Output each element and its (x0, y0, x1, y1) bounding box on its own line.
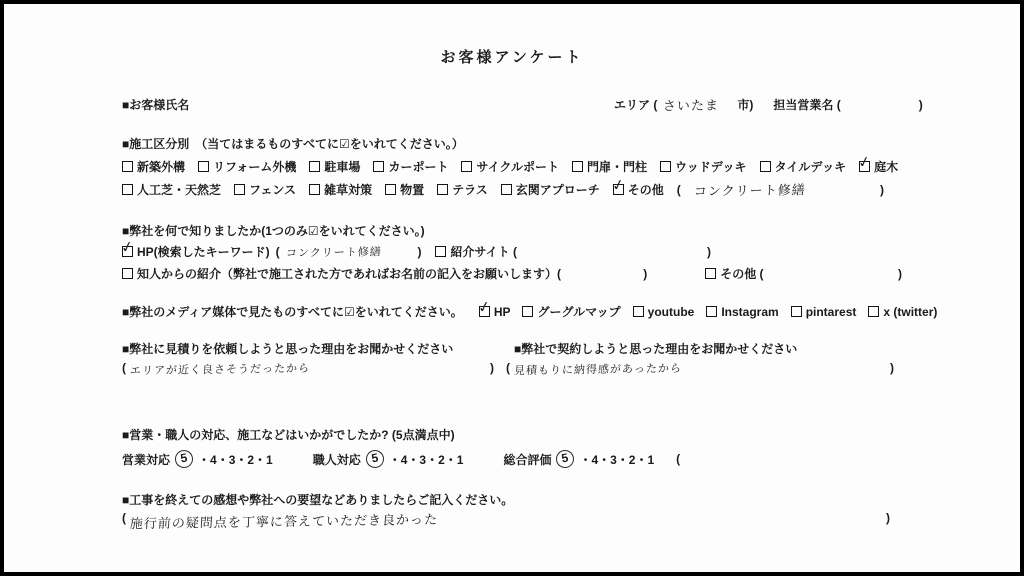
checkbox-icon (122, 184, 133, 195)
checkbox-icon (859, 161, 870, 172)
checkbox-option (660, 158, 747, 175)
other-close-paren: ) (880, 182, 884, 197)
close-paren: ) (490, 361, 494, 375)
hp-keyword-close-paren: ) (417, 244, 422, 259)
open-paren: ( (506, 361, 510, 375)
checkbox-label: 人工芝・天然芝 (137, 183, 222, 197)
checkbox-option (791, 305, 857, 319)
media-heading: ■弊社のメディア媒体で見たものすべてに☑をいれてください。 (122, 305, 463, 319)
construction-heading: ■施工区分別 （当てはまるものすべてに☑をいれてください。） (122, 137, 464, 151)
checkbox-label: Instagram (721, 304, 779, 319)
construction-row-1 (122, 158, 902, 175)
checkbox-icon (522, 306, 533, 317)
open-paren: ( (122, 511, 126, 525)
checkbox-option (122, 181, 221, 198)
rating-item (503, 450, 654, 468)
checkbox-label: フェンス (249, 183, 297, 197)
checkbox-option (435, 243, 517, 260)
checkbox-icon (385, 184, 396, 195)
customer-name-label: ■お客様氏名 (122, 98, 190, 112)
checkbox-label: 物置 (400, 183, 425, 197)
checkbox-label: その他 ( (720, 267, 764, 281)
checkbox-icon (309, 161, 320, 172)
checkbox-label: タイルデッキ (774, 160, 847, 174)
checkbox-option (633, 305, 695, 319)
checkbox-option (859, 158, 898, 175)
checkbox-option (868, 305, 937, 319)
checkbox-label: テラス (452, 183, 488, 197)
area-unit: 市) (737, 98, 754, 112)
survey-sheet (4, 4, 1020, 572)
media-row (122, 303, 938, 320)
checkbox-option (706, 305, 778, 319)
checkbox-icon (572, 161, 583, 172)
checkbox-label: グーグルマップ (537, 305, 621, 319)
checkbox-label: 知人からの紹介（弊社で施工された方であればお名前の記入をお願いします）( (137, 267, 561, 281)
feedback-handwritten: 施行前の疑問点を丁寧に答えていただき良かった (129, 511, 439, 532)
referral-site-close-paren: ) (706, 244, 711, 259)
checkbox-icon (633, 306, 644, 317)
open-paren: ( (122, 361, 126, 375)
checkbox-option (122, 243, 270, 260)
source-heading: ■弊社を何で知りましたか(1つのみ☑をいれてください。) (122, 224, 425, 238)
hp-keyword-handwritten: コンクリート修繕 (285, 245, 382, 260)
checkbox-option (309, 181, 372, 198)
checkbox-icon (501, 184, 512, 195)
checkbox-option (234, 181, 296, 198)
checkbox-label: その他 (627, 183, 664, 197)
checkbox-label: サイクルポート (476, 160, 560, 174)
ratings-heading-row (122, 426, 902, 443)
construction-row-2 (122, 180, 902, 199)
checkbox-label: 紹介サイト ( (450, 245, 517, 259)
checkbox-option (122, 158, 185, 175)
close-paren: ) (890, 361, 894, 375)
estimate-reason-answer (122, 361, 494, 377)
acquaintance-close-paren: ) (643, 266, 648, 281)
ratings-heading: ■営業・職人の対応、施工などはいかがでしたか? (5点満点中) (122, 428, 455, 442)
checkbox-icon (309, 184, 320, 195)
checkbox-icon (198, 161, 209, 172)
construction-heading-row (122, 135, 902, 152)
source-other-close-paren: ) (898, 266, 902, 281)
checkbox-icon (868, 306, 879, 317)
checkbox-label: 庭木 (874, 160, 899, 174)
ratings-trailing-paren: ( (676, 452, 681, 466)
feedback-heading: ■工事を終えての感想や弊社への要望などありましたらご記入ください。 (122, 493, 514, 507)
checkbox-icon (122, 246, 133, 257)
checkbox-option (461, 158, 559, 175)
rating-scale: ・4・3・2・1 (198, 452, 273, 467)
checkbox-icon (791, 306, 802, 317)
checkbox-option (522, 303, 620, 320)
checkbox-label: 玄関アプローチ (515, 183, 600, 197)
checkbox-option (705, 265, 763, 282)
circled-score: 5 (555, 449, 576, 470)
checkbox-icon (234, 184, 245, 195)
checkbox-label: HP (493, 304, 511, 319)
checkbox-option (501, 181, 600, 198)
rating-item (122, 450, 273, 468)
checkbox-option (437, 181, 488, 198)
hp-keyword-open-paren: ( (275, 244, 280, 259)
checkbox-icon (122, 268, 133, 279)
checkbox-option (122, 265, 561, 282)
source-row-1 (122, 243, 902, 260)
checkbox-icon (479, 306, 490, 317)
checkbox-icon (435, 246, 446, 257)
rating-name: 総合評価 (503, 452, 552, 467)
checkbox-label: 門扉・門柱 (587, 160, 648, 174)
estimate-answer-handwritten: エリアが近く良さそうだったから (129, 362, 311, 378)
checkbox-option (479, 305, 511, 319)
rating-scale: ・4・3・2・1 (388, 452, 464, 467)
checkbox-option (613, 181, 664, 198)
sales-rep-label: 担当営業名 ( (773, 98, 841, 112)
rating-scale: ・4・3・2・1 (579, 452, 655, 467)
area-value-handwritten: さいたま (662, 97, 720, 114)
checkbox-option (572, 158, 647, 175)
checkbox-icon (613, 184, 624, 195)
checkbox-option (198, 158, 296, 175)
contract-reason-answer (506, 361, 894, 377)
source-heading-row (122, 222, 902, 239)
checkbox-label: ウッドデッキ (675, 160, 747, 174)
checkbox-icon (760, 161, 771, 172)
close-paren: ) (886, 511, 890, 525)
rating-name: 営業対応 (122, 452, 171, 467)
checkbox-label: 雑草対策 (324, 183, 373, 197)
checkbox-icon (437, 184, 448, 195)
circled-score: 5 (174, 449, 195, 470)
checkbox-label: HP(検索したキーワード) (137, 245, 270, 259)
checkbox-icon (660, 161, 671, 172)
other-open-paren: ( (676, 182, 681, 197)
checkbox-icon (461, 161, 472, 172)
checkbox-label: 新築外構 (137, 160, 186, 174)
rating-name: 職人対応 (312, 452, 361, 467)
checkbox-label: youtube (647, 304, 695, 319)
ratings-row (122, 450, 902, 468)
circled-score: 5 (364, 449, 385, 470)
checkbox-label: x (twitter) (883, 304, 938, 319)
source-row-2 (122, 265, 902, 282)
area-label: エリア ( (614, 98, 658, 112)
checkbox-icon (122, 161, 133, 172)
checkbox-icon (706, 306, 717, 317)
checkbox-label: 駐車場 (324, 160, 361, 174)
estimate-reason-heading: ■弊社に見積りを依頼しようと思った理由をお聞かせください (122, 342, 454, 356)
feedback-heading-row (122, 491, 902, 508)
checkbox-label: カーポート (388, 160, 449, 174)
checkbox-label: pintarest (805, 304, 857, 319)
rating-item (313, 450, 464, 468)
checkbox-label: リフォーム外機 (213, 160, 297, 174)
checkbox-icon (373, 161, 384, 172)
checkbox-option (373, 158, 448, 175)
area-group (614, 95, 923, 114)
page-title: お客様アンケート (440, 49, 584, 66)
customer-row (122, 96, 923, 114)
checkbox-icon (705, 268, 716, 279)
checkbox-option (385, 181, 424, 198)
feedback-answer (122, 511, 890, 530)
checkbox-option (760, 158, 847, 175)
other-value-handwritten: コンクリート修繕 (693, 182, 806, 199)
checkbox-option (309, 158, 360, 175)
contract-reason-heading: ■弊社で契約しようと思った理由をお聞かせください (514, 342, 798, 356)
contract-answer-handwritten: 見積もりに納得感があったから (513, 362, 683, 378)
sales-rep-close-paren: ) (918, 97, 923, 112)
